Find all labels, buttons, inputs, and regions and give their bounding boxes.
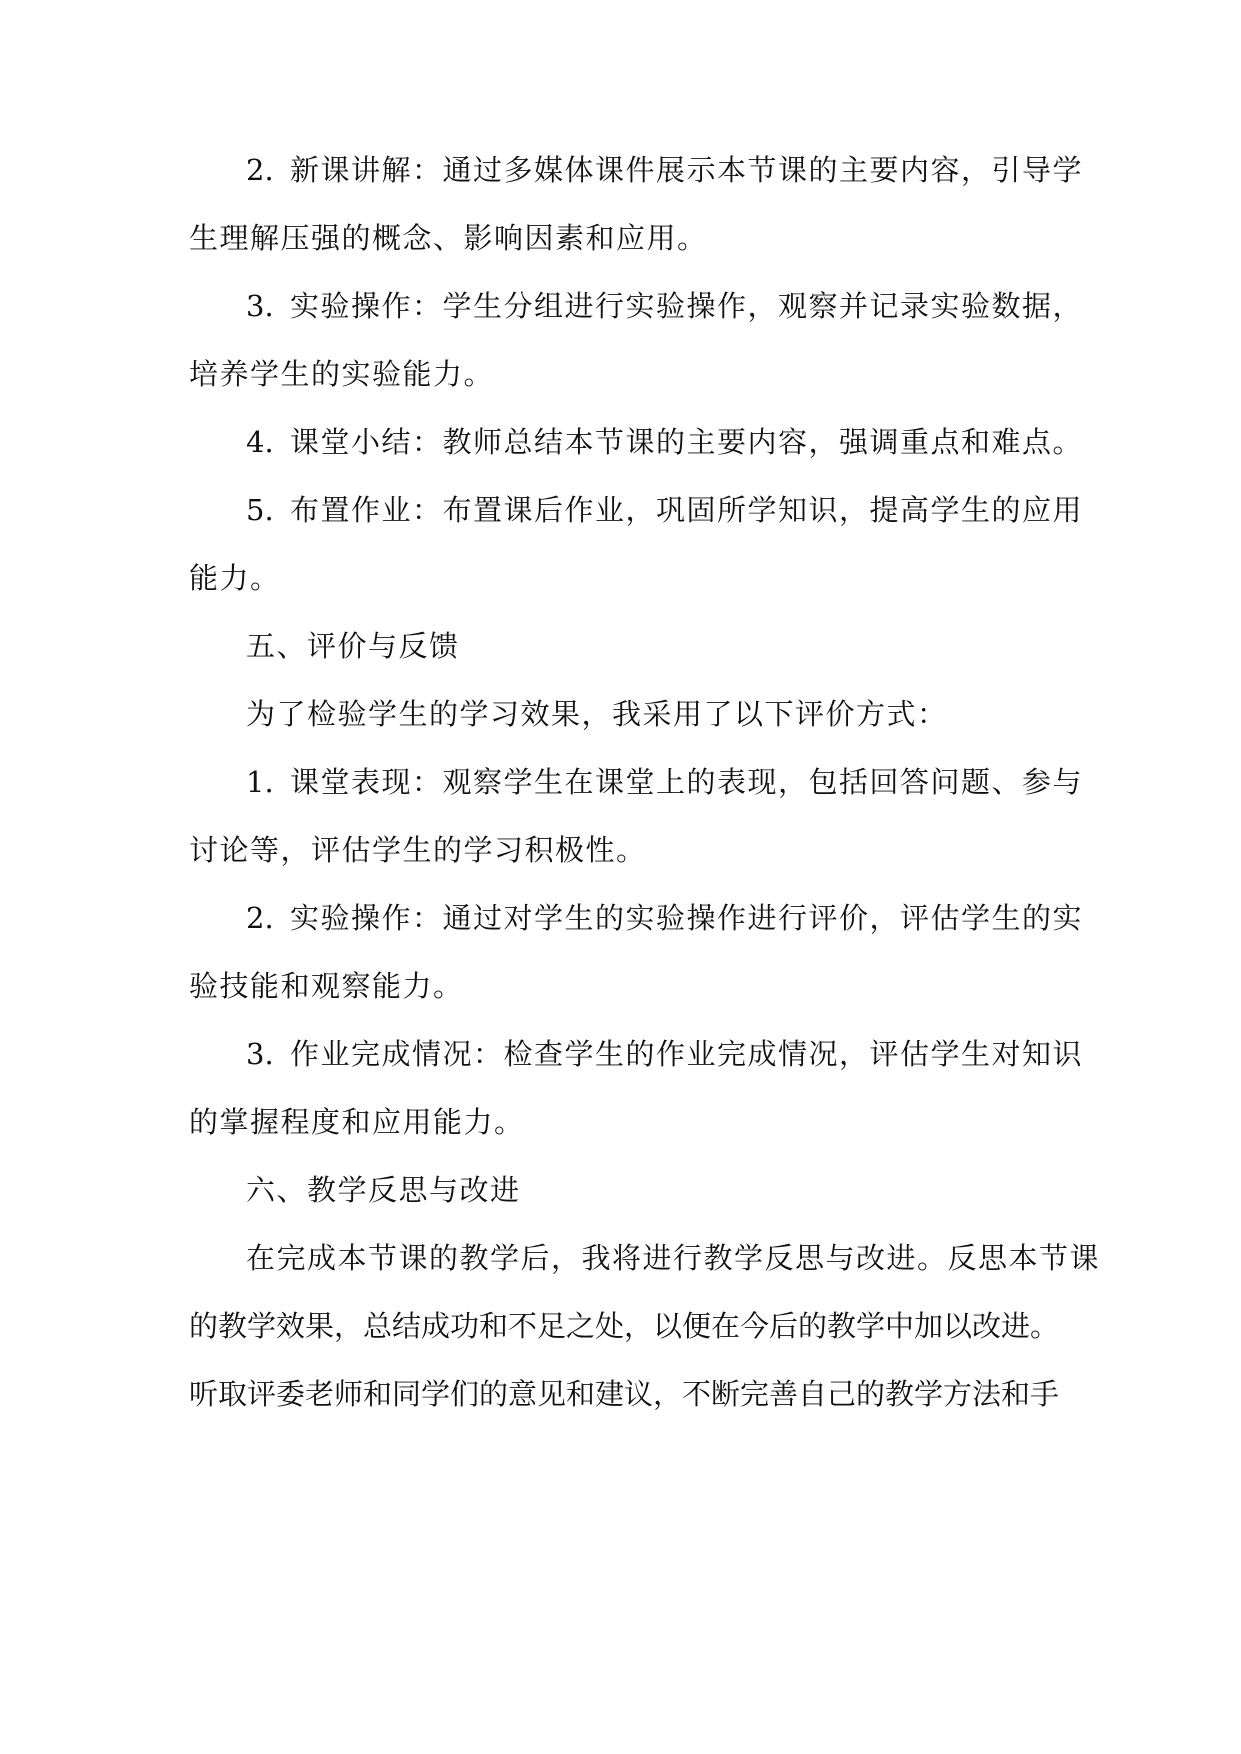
line-text: 为了检验学生的学习效果，我采用了以下评价方式： <box>246 697 948 731</box>
line-text: 生理解压强的概念、影响因素和应用。 <box>189 221 708 255</box>
list-item-2-line-2 <box>0 218 1241 258</box>
line-text: 课堂表现：观察学生在课堂上的表现，包括回答问题、参与 <box>290 765 1084 799</box>
line-text: 课堂小结：教师总结本节课的主要内容，强调重点和难点。 <box>290 425 1084 459</box>
eval-item-2-line-2 <box>0 966 1241 1006</box>
line-text: 验技能和观察能力。 <box>189 969 464 1003</box>
line-text: 培养学生的实验能力。 <box>189 357 495 391</box>
line-text: 的掌握程度和应用能力。 <box>189 1105 525 1139</box>
reflection-line-1 <box>0 1238 1241 1278</box>
list-item-3-line-1 <box>0 286 1241 326</box>
line-text: 能力。 <box>189 561 281 595</box>
reflection-line-3 <box>0 1374 1241 1414</box>
line-text: 在完成本节课的教学后，我将进行教学反思与改进。反思本节课 <box>246 1241 1101 1275</box>
line-text: 听取评委老师和同学们的意见和建议，不断完善自己的教学方法和手 <box>189 1377 1060 1411</box>
eval-item-2-line-1 <box>0 898 1241 938</box>
section-heading-text: 六、教学反思与改进 <box>246 1173 521 1207</box>
eval-item-3-line-1 <box>0 1034 1241 1074</box>
list-item-4-line-1 <box>0 422 1241 462</box>
list-number: 4. <box>246 425 274 459</box>
list-number: 3. <box>246 1037 274 1071</box>
paragraph-intro <box>0 694 1241 734</box>
list-item-2-line-1 <box>0 150 1241 190</box>
list-number: 3. <box>246 289 274 323</box>
line-text: 实验操作：通过对学生的实验操作进行评价，评估学生的实 <box>290 901 1084 935</box>
line-text: 作业完成情况：检查学生的作业完成情况，评估学生对知识 <box>290 1037 1084 1071</box>
section-heading-text: 五、评价与反馈 <box>246 629 460 663</box>
eval-item-3-line-2 <box>0 1102 1241 1142</box>
reflection-line-2 <box>0 1306 1241 1346</box>
list-item-5-line-1 <box>0 490 1241 530</box>
section-heading-5 <box>0 626 1241 666</box>
line-text: 实验操作：学生分组进行实验操作，观察并记录实验数据， <box>290 289 1084 323</box>
list-number: 5. <box>246 493 274 527</box>
line-text: 新课讲解：通过多媒体课件展示本节课的主要内容，引导学 <box>290 153 1084 187</box>
list-item-5-line-2 <box>0 558 1241 598</box>
list-number: 1. <box>246 765 274 799</box>
line-text: 的教学效果，总结成功和不足之处，以便在今后的教学中加以改进。 <box>189 1309 1060 1343</box>
list-number: 2. <box>246 153 274 187</box>
line-text: 布置作业：布置课后作业，巩固所学知识，提高学生的应用 <box>290 493 1084 527</box>
section-heading-6 <box>0 1170 1241 1210</box>
list-number: 2. <box>246 901 274 935</box>
eval-item-1-line-2 <box>0 830 1241 870</box>
eval-item-1-line-1 <box>0 762 1241 802</box>
list-item-3-line-2 <box>0 354 1241 394</box>
line-text: 讨论等，评估学生的学习积极性。 <box>189 833 647 867</box>
